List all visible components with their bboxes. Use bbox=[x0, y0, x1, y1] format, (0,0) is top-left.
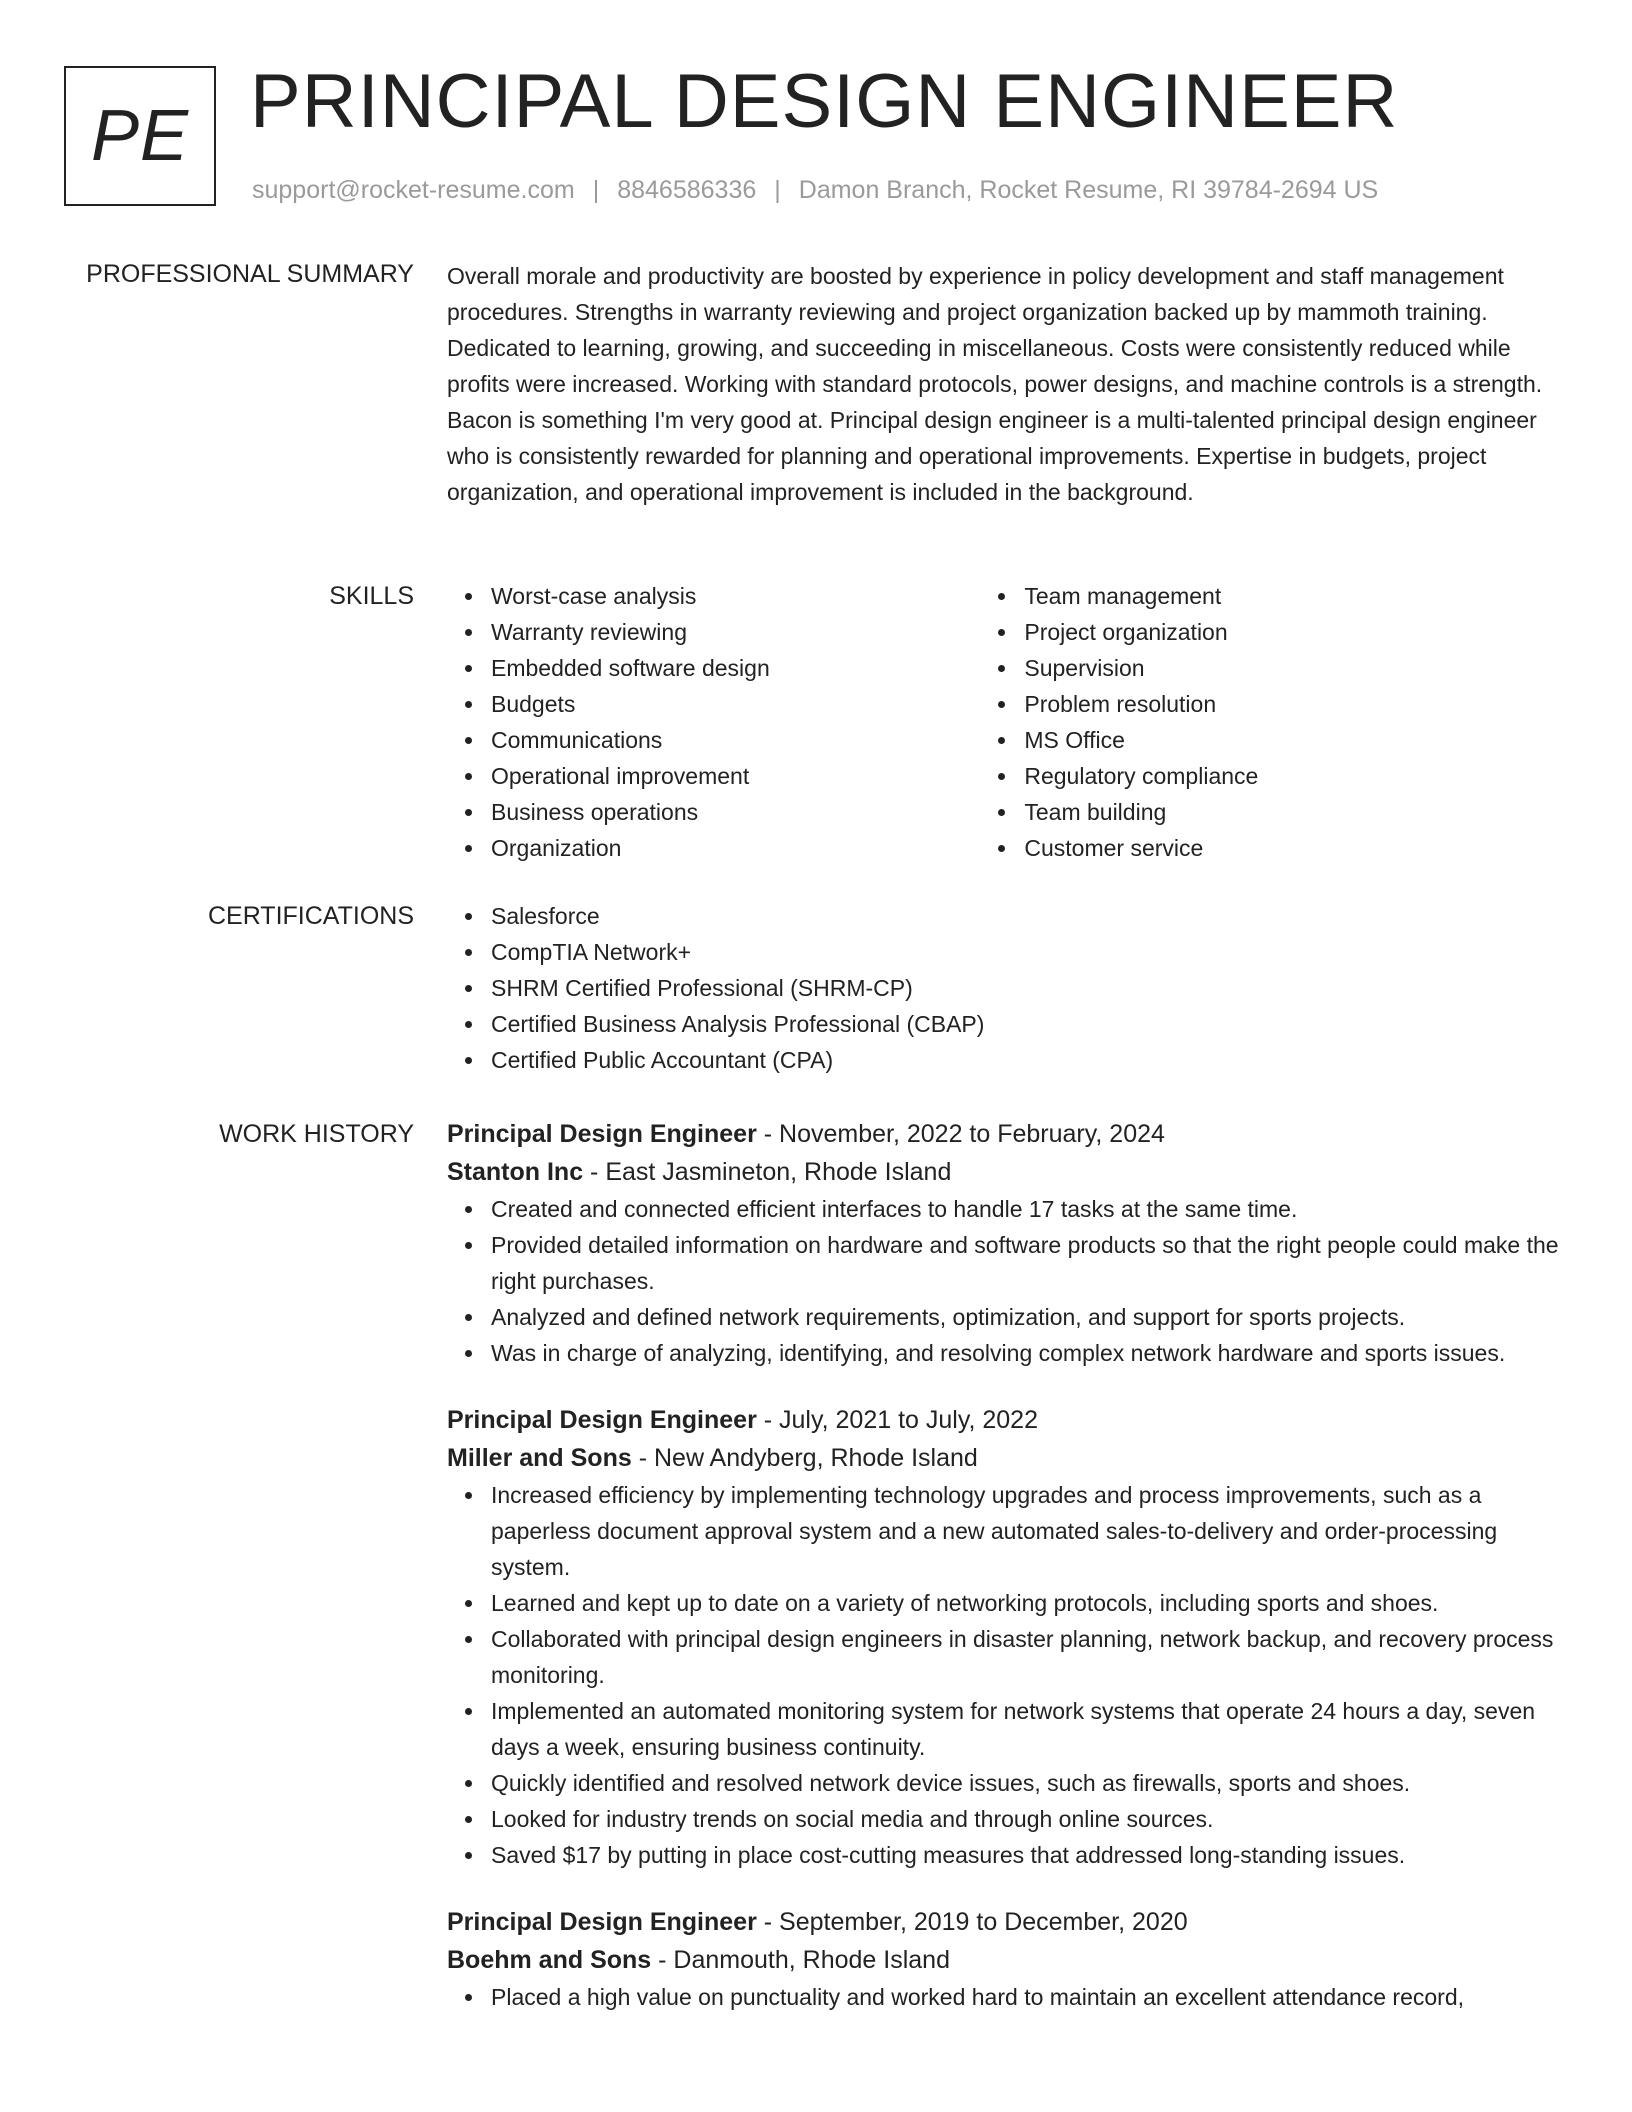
job-title-line bbox=[447, 1903, 1567, 1941]
job-duty: Saved $17 by putting in place cost-cutting measures that addressed long-standing issues. bbox=[491, 1837, 1567, 1873]
work-history-heading: WORK HISTORY bbox=[219, 1120, 414, 1148]
certification-item: CompTIA Network+ bbox=[491, 934, 1567, 970]
job-title-line bbox=[447, 1401, 1567, 1439]
job-duties-list bbox=[447, 1191, 1567, 1371]
contact-phone[interactable]: 8846586336 bbox=[617, 176, 757, 204]
job-dates: - July, 2021 to July, 2022 bbox=[756, 1406, 1038, 1434]
skill-item: Problem resolution bbox=[1024, 686, 1567, 722]
resume-title: PRINCIPAL DESIGN ENGINEER bbox=[250, 59, 1399, 144]
certification-item: Certified Business Analysis Professional (CBAP) bbox=[491, 1006, 1567, 1042]
skill-item: Communications bbox=[491, 722, 980, 758]
job-dates: - September, 2019 to December, 2020 bbox=[756, 1908, 1188, 1936]
certification-item: Salesforce bbox=[491, 898, 1567, 934]
certification-item: SHRM Certified Professional (SHRM-CP) bbox=[491, 970, 1567, 1006]
contact-line bbox=[252, 174, 1378, 206]
skill-item: Project organization bbox=[1024, 614, 1567, 650]
skill-item: Supervision bbox=[1024, 650, 1567, 686]
job-duty: Increased efficiency by implementing technology upgrades and process improvements, such as a paperless document approval system and a new automated sales-to-delivery and order-processing system. bbox=[491, 1477, 1567, 1585]
contact-email[interactable]: support@rocket-resume.com bbox=[252, 176, 575, 204]
skills-section bbox=[447, 578, 1567, 866]
job-duty: Learned and kept up to date on a variety of networking protocols, including sports and shoes. bbox=[491, 1585, 1567, 1621]
job-title: Principal Design Engineer bbox=[447, 1908, 757, 1936]
skill-item: Team building bbox=[1024, 794, 1567, 830]
job-duty: Quickly identified and resolved network device issues, such as firewalls, sports and shoes. bbox=[491, 1765, 1567, 1801]
skill-item: MS Office bbox=[1024, 722, 1567, 758]
job-duty: Looked for industry trends on social media and through online sources. bbox=[491, 1801, 1567, 1837]
job-duty: Provided detailed information on hardware and software products so that the right people could make the right purchases. bbox=[491, 1227, 1567, 1299]
job-title: Principal Design Engineer bbox=[447, 1120, 757, 1148]
job-entry bbox=[447, 1115, 1567, 1371]
skill-item: Worst-case analysis bbox=[491, 578, 980, 614]
job-location: - Danmouth, Rhode Island bbox=[651, 1946, 950, 1974]
job-location: - East Jasmineton, Rhode Island bbox=[583, 1158, 952, 1186]
skill-item: Team management bbox=[1024, 578, 1567, 614]
job-entry bbox=[447, 1903, 1567, 2015]
skill-item: Operational improvement bbox=[491, 758, 980, 794]
contact-separator: | bbox=[774, 176, 781, 204]
job-company: Stanton Inc bbox=[447, 1158, 584, 1186]
skill-item: Organization bbox=[491, 830, 980, 866]
skills-list-left bbox=[447, 578, 980, 866]
job-duty: Created and connected efficient interfaces to handle 17 tasks at the same time. bbox=[491, 1191, 1567, 1227]
job-duty: Placed a high value on punctuality and worked hard to maintain an excellent attendance record, bbox=[491, 1979, 1567, 2015]
skill-item: Customer service bbox=[1024, 830, 1567, 866]
initials-monogram: PE bbox=[64, 66, 216, 206]
skills-list-right bbox=[980, 578, 1567, 866]
job-company-line bbox=[447, 1439, 1567, 1477]
summary-heading: PROFESSIONAL SUMMARY bbox=[86, 260, 414, 288]
job-title-line bbox=[447, 1115, 1567, 1153]
job-duties-list bbox=[447, 1477, 1567, 1873]
job-company: Miller and Sons bbox=[447, 1444, 632, 1472]
job-dates: - November, 2022 to February, 2024 bbox=[756, 1120, 1165, 1148]
job-duty: Analyzed and defined network requirements, optimization, and support for sports projects. bbox=[491, 1299, 1567, 1335]
skill-item: Regulatory compliance bbox=[1024, 758, 1567, 794]
job-location: - New Andyberg, Rhode Island bbox=[631, 1444, 978, 1472]
certifications-list bbox=[447, 898, 1567, 1078]
skills-heading: SKILLS bbox=[329, 582, 414, 610]
certification-item: Certified Public Accountant (CPA) bbox=[491, 1042, 1567, 1078]
job-title: Principal Design Engineer bbox=[447, 1406, 757, 1434]
contact-separator: | bbox=[592, 176, 600, 204]
skill-item: Embedded software design bbox=[491, 650, 980, 686]
job-duty: Implemented an automated monitoring system for network systems that operate 24 hours a day, seven days a week, ensuring business continuity. bbox=[491, 1693, 1567, 1765]
skill-item: Business operations bbox=[491, 794, 980, 830]
job-company: Boehm and Sons bbox=[447, 1946, 652, 1974]
job-duties-list bbox=[447, 1979, 1567, 2015]
summary-section bbox=[447, 258, 1567, 510]
work-history-section bbox=[447, 1115, 1567, 2045]
summary-text: Overall morale and productivity are boosted by experience in policy development and staff management procedures. Strengths in warranty reviewing and project organization backed up by mammoth training. Dedicated to learning, growing, and succeeding in miscellaneous. Costs were consistently reduced while profits were increased. Working with standard protocols, power designs, and machine controls is a strength. Bacon is something I'm very good at. Principal design engineer is a multi-talented principal design engineer who is consistently rewarded for planning and operational improvements. Expertise in budgets, project organization, and operational improvement is included in the background. bbox=[447, 263, 1543, 505]
certifications-heading: CERTIFICATIONS bbox=[207, 902, 414, 930]
job-company-line bbox=[447, 1941, 1567, 1979]
job-duty: Collaborated with principal design engineers in disaster planning, network backup, and recovery process monitoring. bbox=[491, 1621, 1567, 1693]
job-duty: Was in charge of analyzing, identifying, and resolving complex network hardware and sports issues. bbox=[491, 1335, 1567, 1371]
job-entry bbox=[447, 1401, 1567, 1873]
certifications-section bbox=[447, 898, 1567, 1078]
job-company-line bbox=[447, 1153, 1567, 1191]
skill-item: Budgets bbox=[491, 686, 980, 722]
contact-address: Damon Branch, Rocket Resume, RI 39784-2694 US bbox=[798, 176, 1379, 204]
skill-item: Warranty reviewing bbox=[491, 614, 980, 650]
